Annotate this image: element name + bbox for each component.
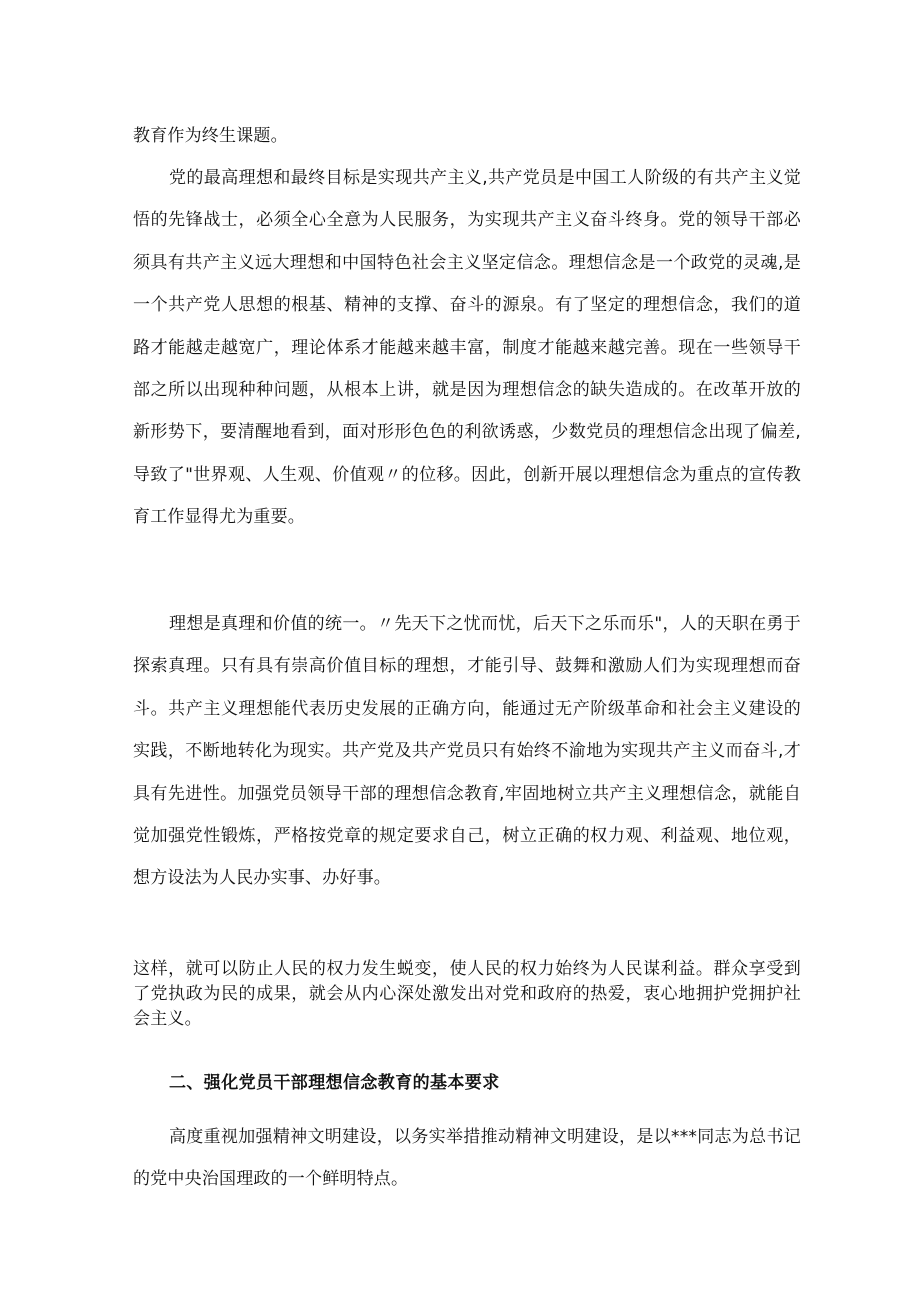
section-heading: 二、强化党员干部理想信念教育的基本要求 bbox=[169, 1073, 500, 1093]
paragraph-spiritual-civilization: 高度重视加强精神文明建设，以务实举措推动精神文明建设，是以***同志为总书记的党中央治国理政的一个鲜明特点。 bbox=[133, 1127, 801, 1190]
paragraph-truth-value: 理想是真理和价值的统一。〃先天下之忧而忧，后天下之乐而乐"，人的天职在勇于探索真理。只有具有崇高价值目标的理想，才能引导、鼓舞和激励人们为实现理想而奋斗。共产主义理想能代表历史发展的正确方向，能通过无产阶级革命和社会主义建设的实践，不断地转化为现实。共产党及共产党员只有始终不渝地为实现共产主义而奋斗,才具有先进性。加强党员领导干部的理想信念教育,牢固地树立共产主义理想信念，就能自觉加强党性锻炼，严格按党章的规定要求自己，树立正确的权力观、利益观、地位观，想方设法为人民办实事、办好事。 bbox=[133, 614, 801, 889]
paragraph-ideal-goal: 党的最高理想和最终目标是实现共产主义,共产党员是中国工人阶级的有共产主义觉悟的先锋战士，必须全心全意为人民服务，为实现共产主义奋斗终身。党的领导干部必须具有共产主义远大理想和中国特色社会主义坚定信念。理想信念是一个政党的灵魂,是一个共产党人思想的根基、精神的支撑、奋斗的源泉。有了坚定的理想信念，我们的道路才能越走越宽广，理论体系才能越来越丰富，制度才能越来越完善。现在一些领导干部之所以出现种种问题，从根本上讲，就是因为理想信念的缺失造成的。在改革开放的新形势下，要清醒地看到，面对形形色色的利欲诱惑，少数党员的理想信念出现了偏差,导致了"世界观、人生观、价值观〃的位移。因此，创新开展以理想信念为重点的宣传教育工作显得尤为重要。 bbox=[133, 168, 801, 528]
paragraph-continuation: 教育作为终生课题。 bbox=[133, 126, 288, 146]
paragraph-prevent-corruption: 这样，就可以防止人民的权力发生蜕变，使人民的权力始终为人民谋利益。群众享受到了党执政为民的成果，就会从内心深处激发出对党和政府的热爱，衷心地拥护党拥护社会主义。 bbox=[133, 959, 801, 1029]
